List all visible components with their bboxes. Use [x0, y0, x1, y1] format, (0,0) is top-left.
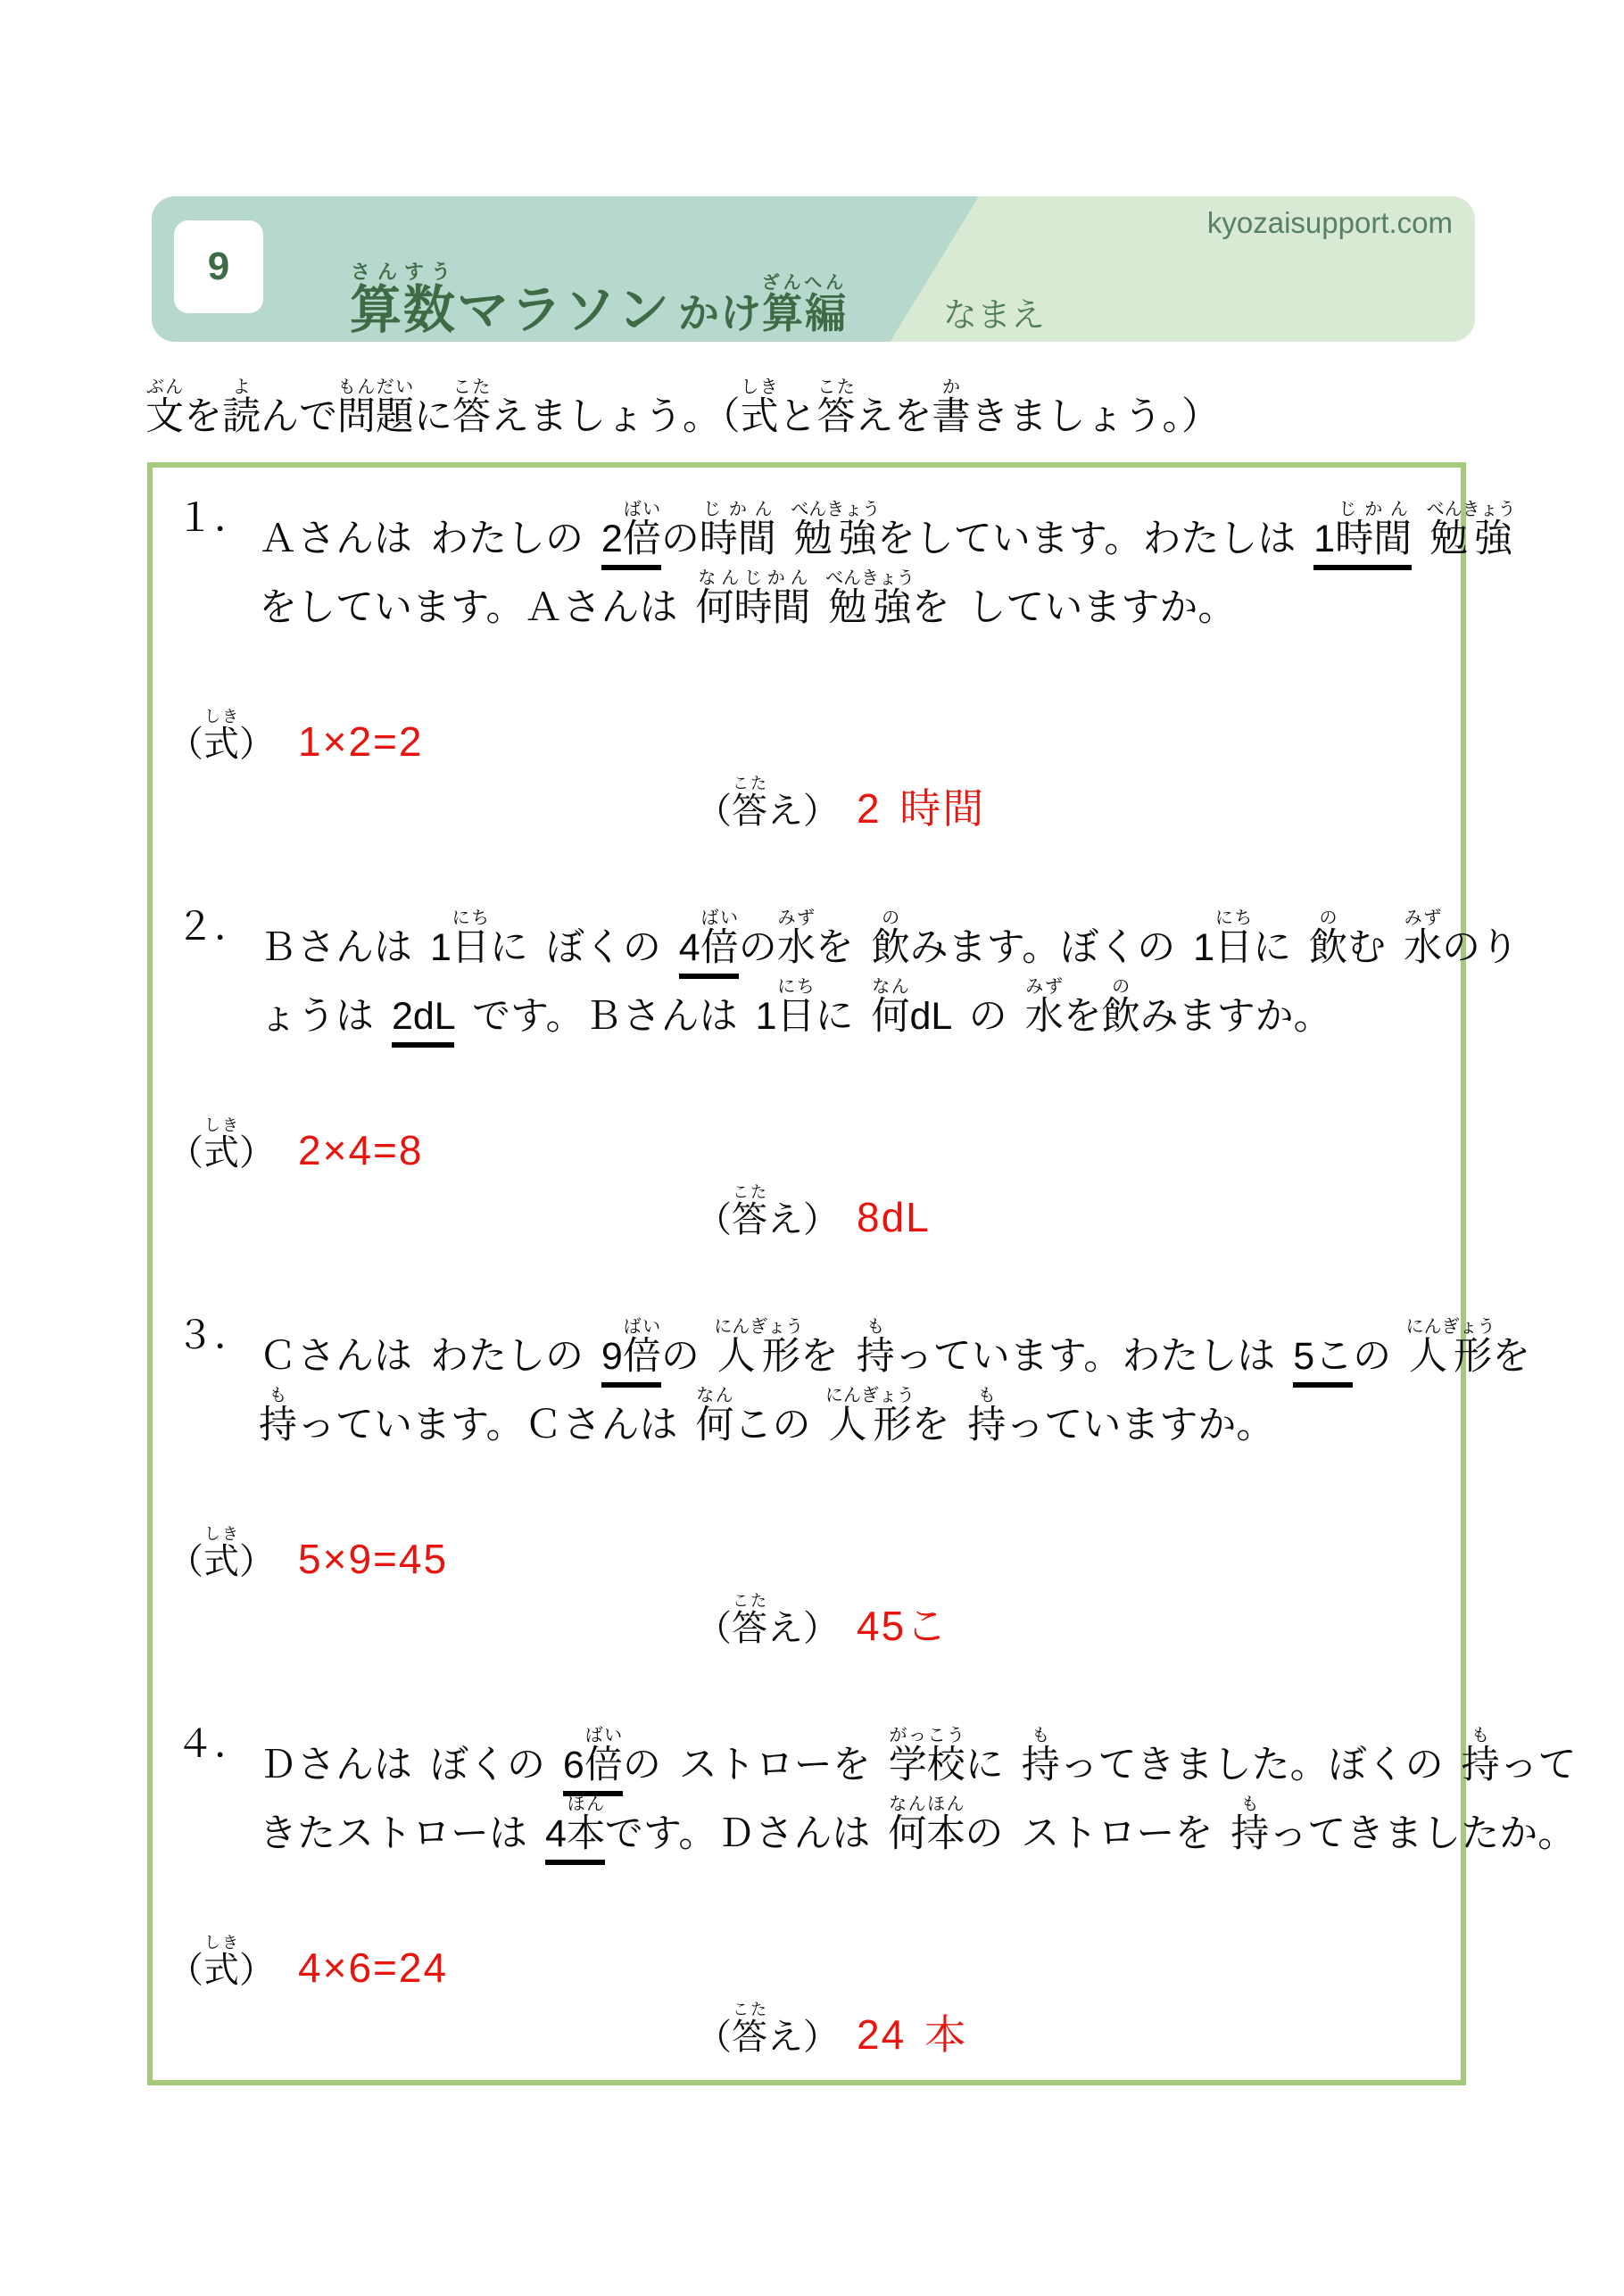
problem-number: ４． [176, 1723, 253, 1766]
problem-text-line1: Ｄさんは ぼくの 6倍ばいの ストローを 学校がっこうに 持もってきました。ぼくの 持もって [259, 1726, 1577, 1785]
formula-label: （式しき） [168, 1116, 275, 1173]
answer-label: （答こたえ） [696, 775, 839, 831]
formula-row [168, 1934, 449, 1991]
formula-label: （式しき） [168, 1525, 275, 1581]
problem-number: １． [176, 497, 253, 540]
answer-label: （答こたえ） [696, 2001, 839, 2057]
worksheet-title [350, 261, 848, 339]
instruction-text: 文ぶんを読よんで問題もんだいに答こたえましょう。（式しきと答こたえを書かきましょう。） [145, 377, 1220, 438]
problem-text-line2: 持もっています。Ｃさんは 何なんこの 人形にんぎょうを 持もっていますか。 [259, 1386, 1275, 1446]
formula-value: 2×4=8 [298, 1127, 424, 1173]
header-banner [152, 196, 1475, 342]
answer-row [696, 1183, 931, 1238]
answer-row [696, 1592, 949, 1649]
formula-row [168, 1116, 423, 1171]
answer-row [696, 2001, 967, 2058]
formula-label: （式しき） [168, 708, 275, 764]
answer-value: 8dL [857, 1194, 931, 1240]
formula-row [168, 1525, 449, 1582]
problem-text-line1: Ｂさんは 1日にちに ぼくの 4倍ばいの水みずを 飲のみます。ぼくの 1日にちに 飲のむ 水みずのり [259, 908, 1519, 967]
problem-number: ３． [176, 1314, 253, 1357]
name-label: なまえ [943, 297, 1046, 335]
answer-value: 45こ [857, 1603, 949, 1649]
title-sub: かけ算編ざんへん [678, 273, 848, 336]
answer-label: （答こたえ） [696, 1183, 839, 1239]
title-main: 算数さんすうマラソン [350, 261, 672, 339]
problem-number: ２． [176, 906, 253, 949]
lesson-number-badge [174, 220, 263, 313]
answer-label: （答こたえ） [696, 1592, 839, 1648]
formula-value: 5×9=45 [298, 1536, 449, 1582]
answer-row [696, 775, 986, 832]
problem-text-line2: ょうは 2dL です。Ｂさんは 1日にちに 何なんdL の 水みずを飲のみますか。 [259, 977, 1332, 1036]
answer-value: 24 本 [857, 2011, 967, 2058]
formula-label: （式しき） [168, 1934, 275, 1990]
problem-text-line2: をしています。Ａさんは 何時間なんじかん 勉強べんきょうを していますか。 [259, 568, 1237, 629]
answer-value: 2 時間 [857, 785, 986, 832]
site-watermark: kyozaisupport.com [1206, 206, 1453, 239]
problem-text-line1: Ｃさんは わたしの 9倍ばいの 人形にんぎょうを 持もっています。わたしは 5この 人形にんぎょうを [259, 1317, 1530, 1376]
problem-text-line2: きたストローは 4本ほんです。Ｄさんは 何本なんほんの ストローを 持もってきましたか。 [259, 1795, 1576, 1853]
lesson-number: 9 [207, 245, 230, 288]
formula-row [168, 708, 424, 765]
formula-value: 1×2=2 [298, 718, 424, 765]
problem-text-line1: Ａさんは わたしの 2倍ばいの時間じかん 勉強べんきょうをしています。わたしは 1時間じかん 勉強べんきょう [259, 500, 1516, 559]
formula-value: 4×6=24 [298, 1944, 449, 1991]
